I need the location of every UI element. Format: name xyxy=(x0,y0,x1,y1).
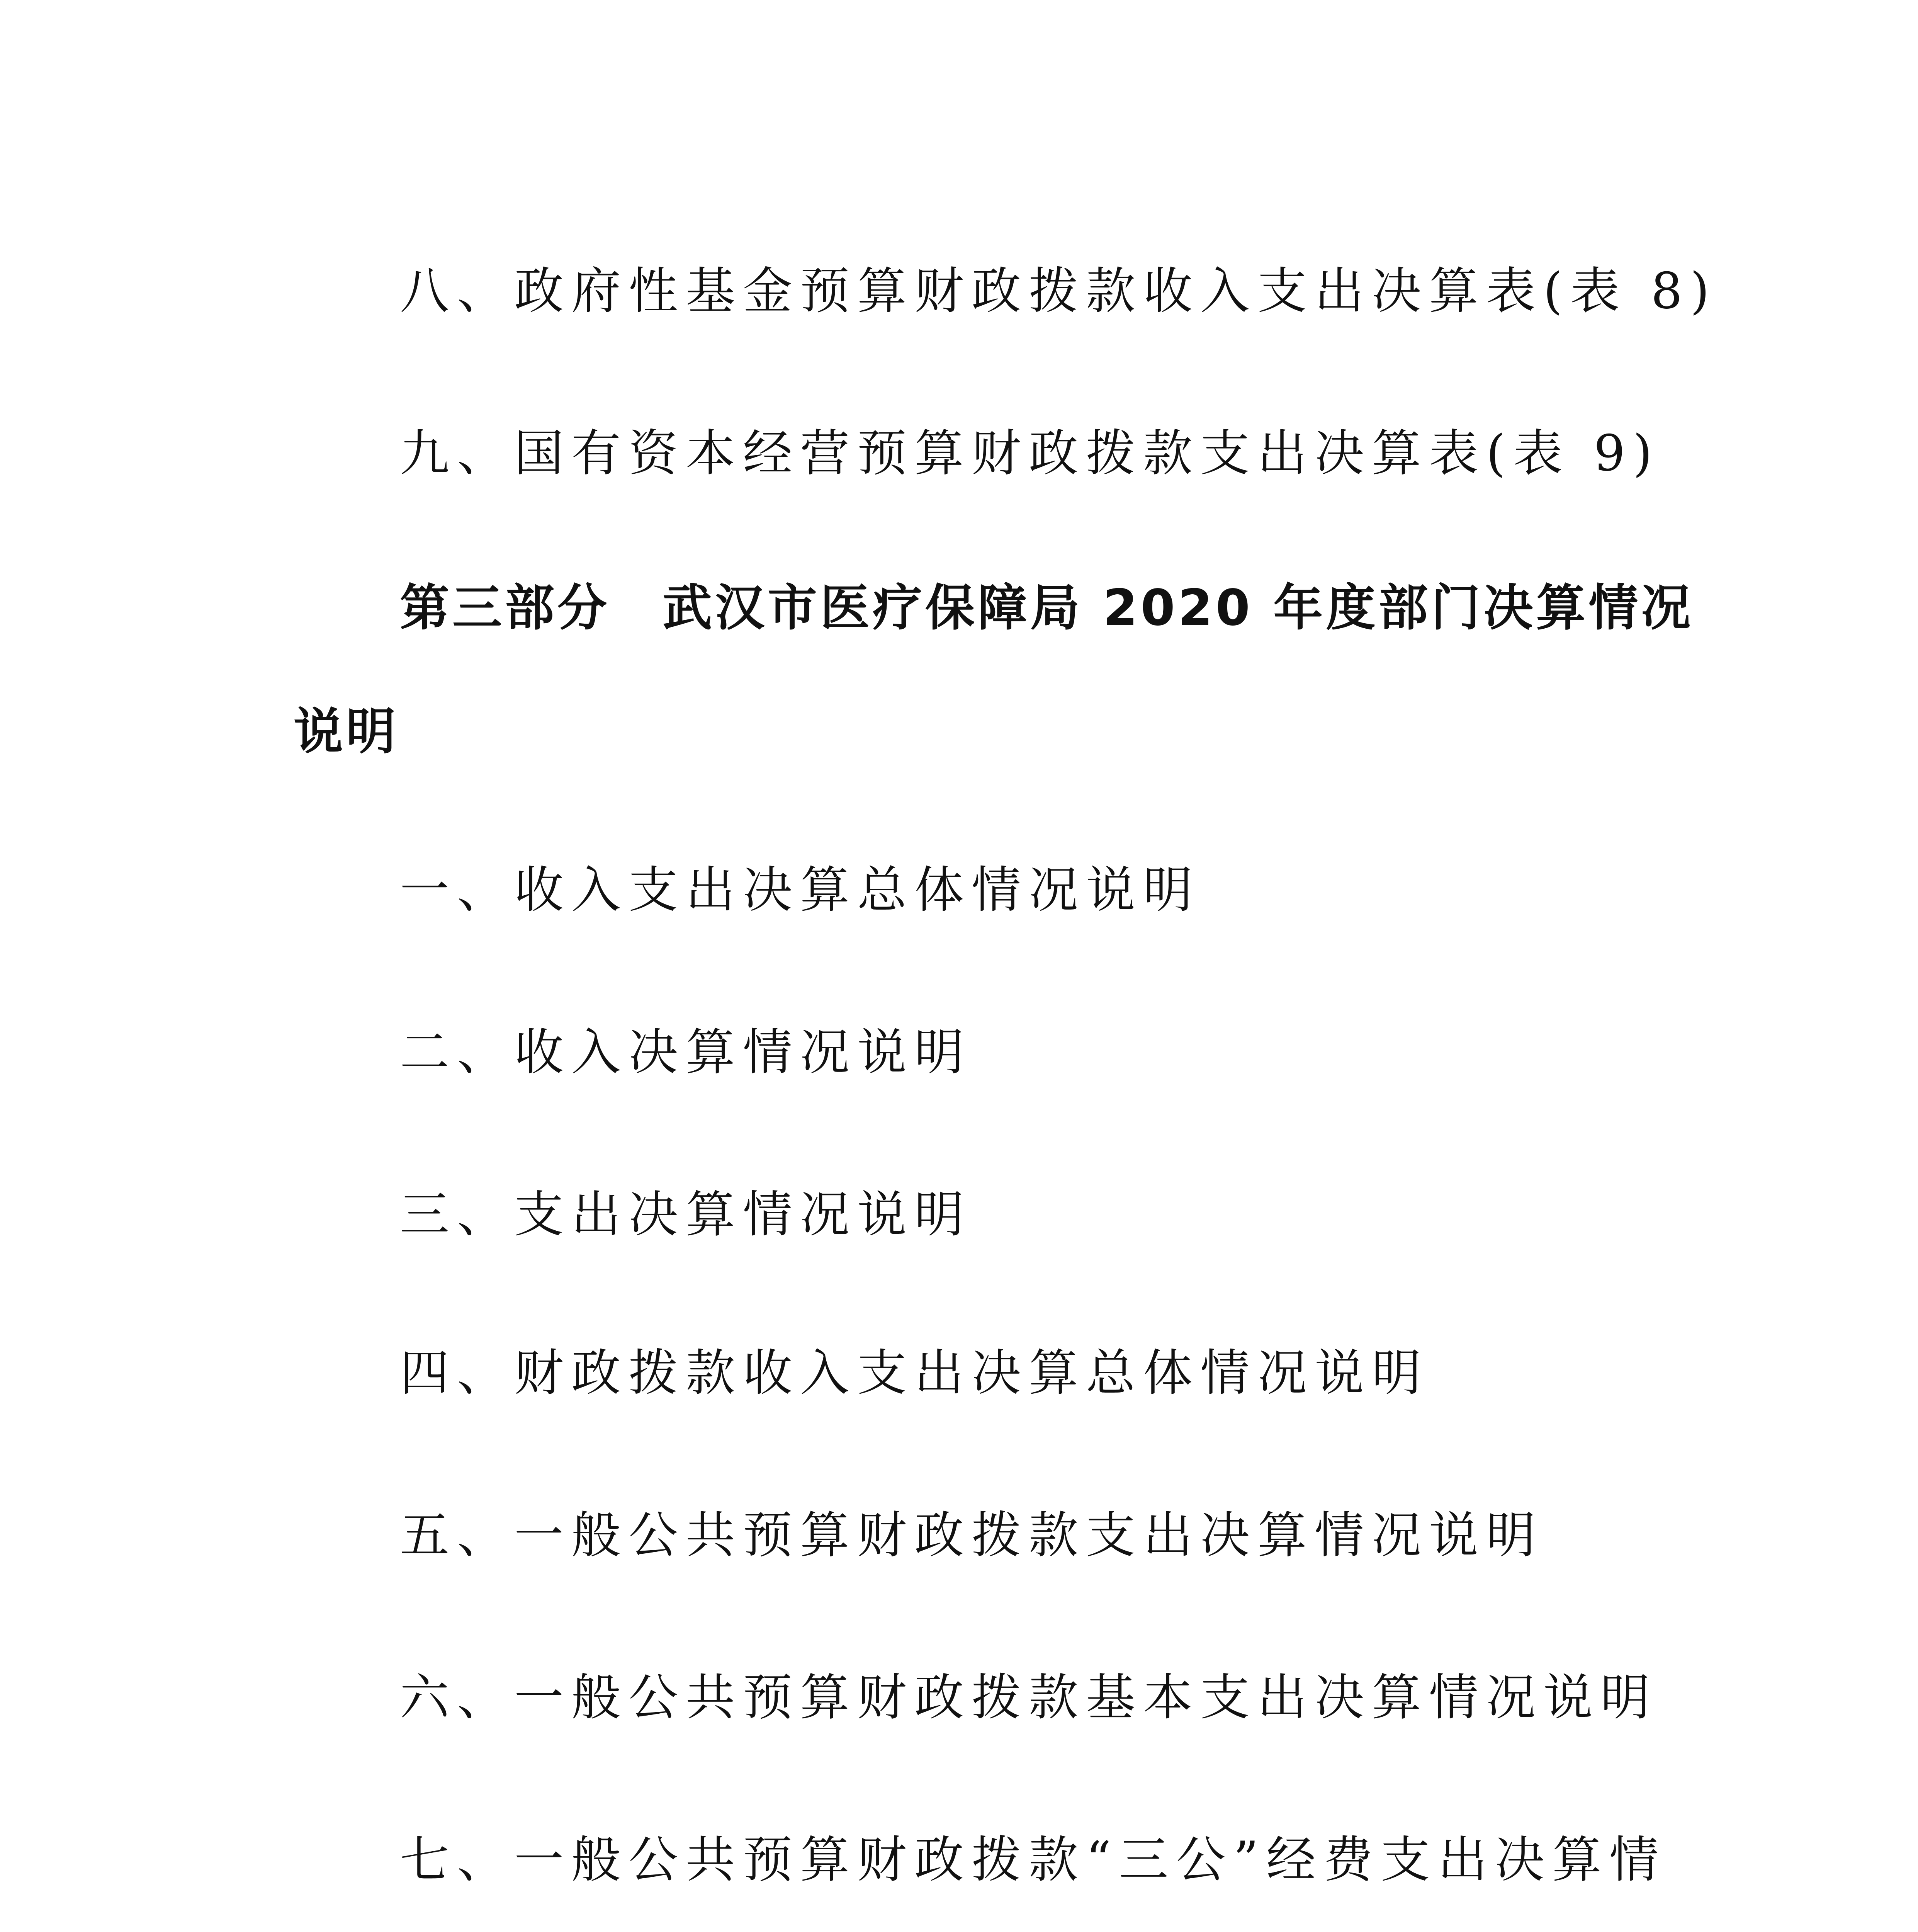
section-heading-part-three-continued: 说明 xyxy=(294,703,399,760)
section-heading-part-three: 第三部分 武汉市医疗保障局 2020 年度部门决算情况 xyxy=(400,579,1694,637)
toc-item-explanation-7: 七、一般公共预算财政拨款“三公”经费支出决算情 xyxy=(400,1831,1667,1889)
toc-item-explanation-6: 六、一般公共预算财政拨款基本支出决算情况说明 xyxy=(400,1669,1658,1726)
toc-item-explanation-2: 二、收入决算情况说明 xyxy=(400,1024,972,1081)
toc-item-explanation-4: 四、财政拨款收入支出决算总体情况说明 xyxy=(400,1344,1429,1402)
toc-item-table-9: 九、国有资本经营预算财政拨款支出决算表(表 9) xyxy=(400,425,1660,482)
toc-item-explanation-3: 三、支出决算情况说明 xyxy=(400,1186,972,1243)
toc-item-table-8: 八、政府性基金预算财政拨款收入支出决算表(表 8) xyxy=(400,262,1718,320)
toc-item-explanation-1: 一、收入支出决算总体情况说明 xyxy=(400,861,1201,919)
toc-item-explanation-5: 五、一般公共预算财政拨款支出决算情况说明 xyxy=(400,1507,1544,1564)
